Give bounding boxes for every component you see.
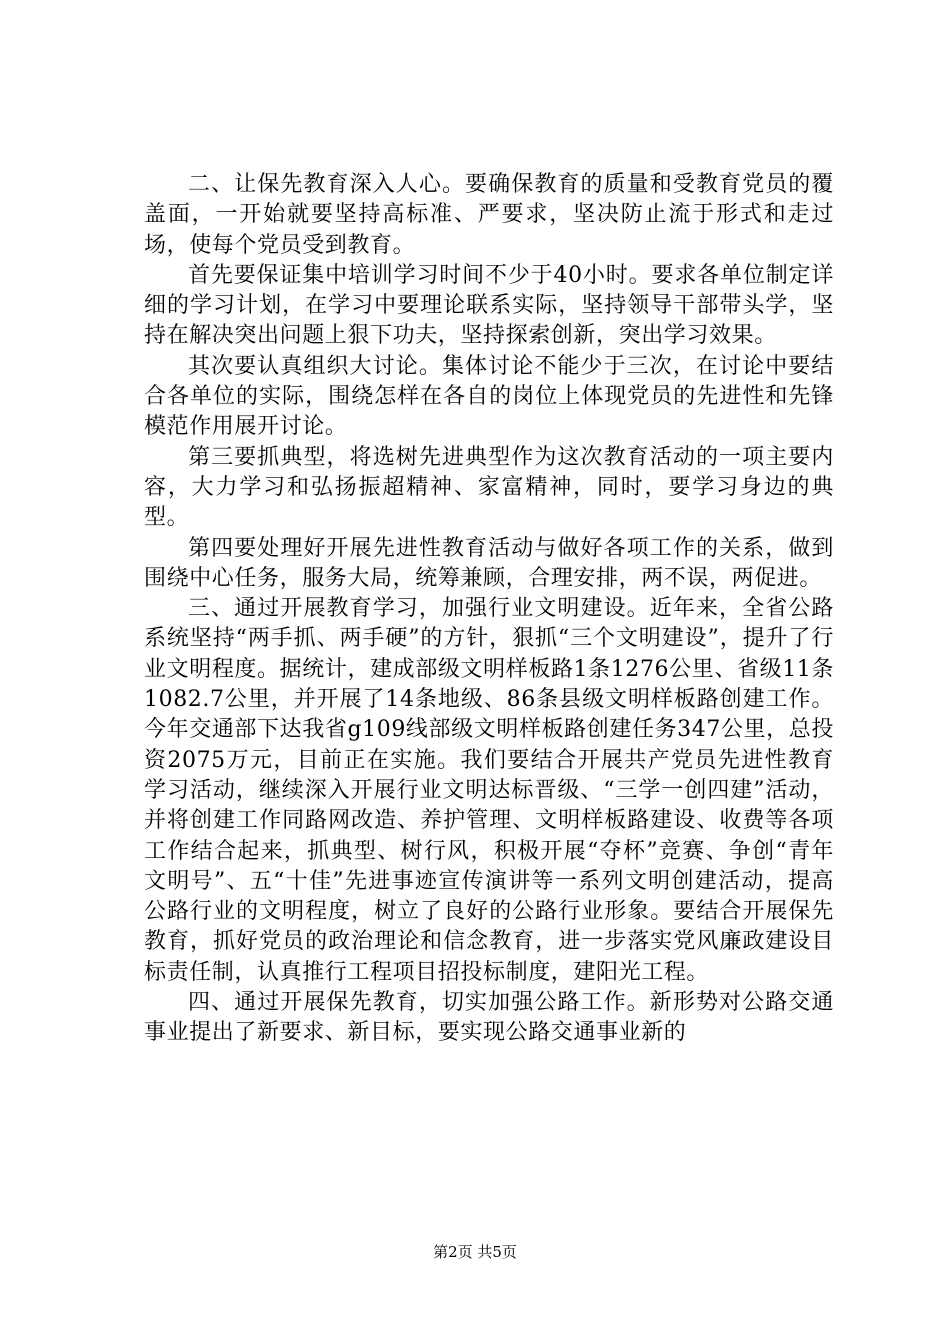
paragraph: 首先要保证集中培训学习时间不少于40小时。要求各单位制定详细的学习计划，在学习中要理论联系实际，坚持领导干部带头学，坚持在解决突出问题上狠下功夫，坚持探索创新，突出学习效果。 [144,262,834,349]
paragraph: 三、通过开展教育学习，加强行业文明建设。近年来，全省公路系统坚持“两手抓、两手硬”的方针，狠抓“三个文明建设”，提升了行业文明程度。据统计，建成部级文明样板路1条1276公里、省级11条1082.7公里，并开展了14条地级、86条县级文明样板路创建工作。今年交通部下达我省g109线部级文明样板路创建任务347公里，总投资2075万元，目前正在实施。我们要结合开展共产党员先进性教育学习活动，继续深入开展行业文明达标晋级、“三学一创四建”活动，并将创建工作同路网改造、养护管理、文明样板路建设、收费等各项工作结合起来，抓典型、树行风，积极开展“夺杯”竞赛、争创“青年文明号”、五“十佳”先进事迹宣传演讲等一系列文明创建活动，提高公路行业的文明程度，树立了良好的公路行业形象。要结合开展保先教育，抓好党员的政治理论和信念教育，进一步落实党风廉政建设目标责任制，认真推行工程项目招投标制度，建阳光工程。 [144,596,834,985]
paragraph: 二、让保先教育深入人心。要确保教育的质量和受教育党员的覆盖面，一开始就要坚持高标准、严要求，坚决防止流于形式和走过场，使每个党员受到教育。 [144,172,834,258]
paragraph: 第三要抓典型，将选树先进典型作为这次教育活动的一项主要内容，大力学习和弘扬振超精神、家富精神，同时，要学习身边的典型。 [144,444,834,531]
paragraph: 其次要认真组织大讨论。集体讨论不能少于三次，在讨论中要结合各单位的实际，围绕怎样在各自的岗位上体现党员的先进性和先锋模范作用展开讨论。 [144,353,834,440]
paragraph: 四、通过开展保先教育，切实加强公路工作。新形势对公路交通事业提出了新要求、新目标，要实现公路交通事业新的 [144,990,834,1046]
page-number-label: 第2页 共5页 [433,1243,517,1261]
page-footer [0,1242,950,1262]
paragraph: 第四要处理好开展先进性教育活动与做好各项工作的关系，做到围绕中心任务，服务大局，统筹兼顾，合理安排，两不误，两促进。 [144,535,834,591]
document-body [144,170,834,1049]
